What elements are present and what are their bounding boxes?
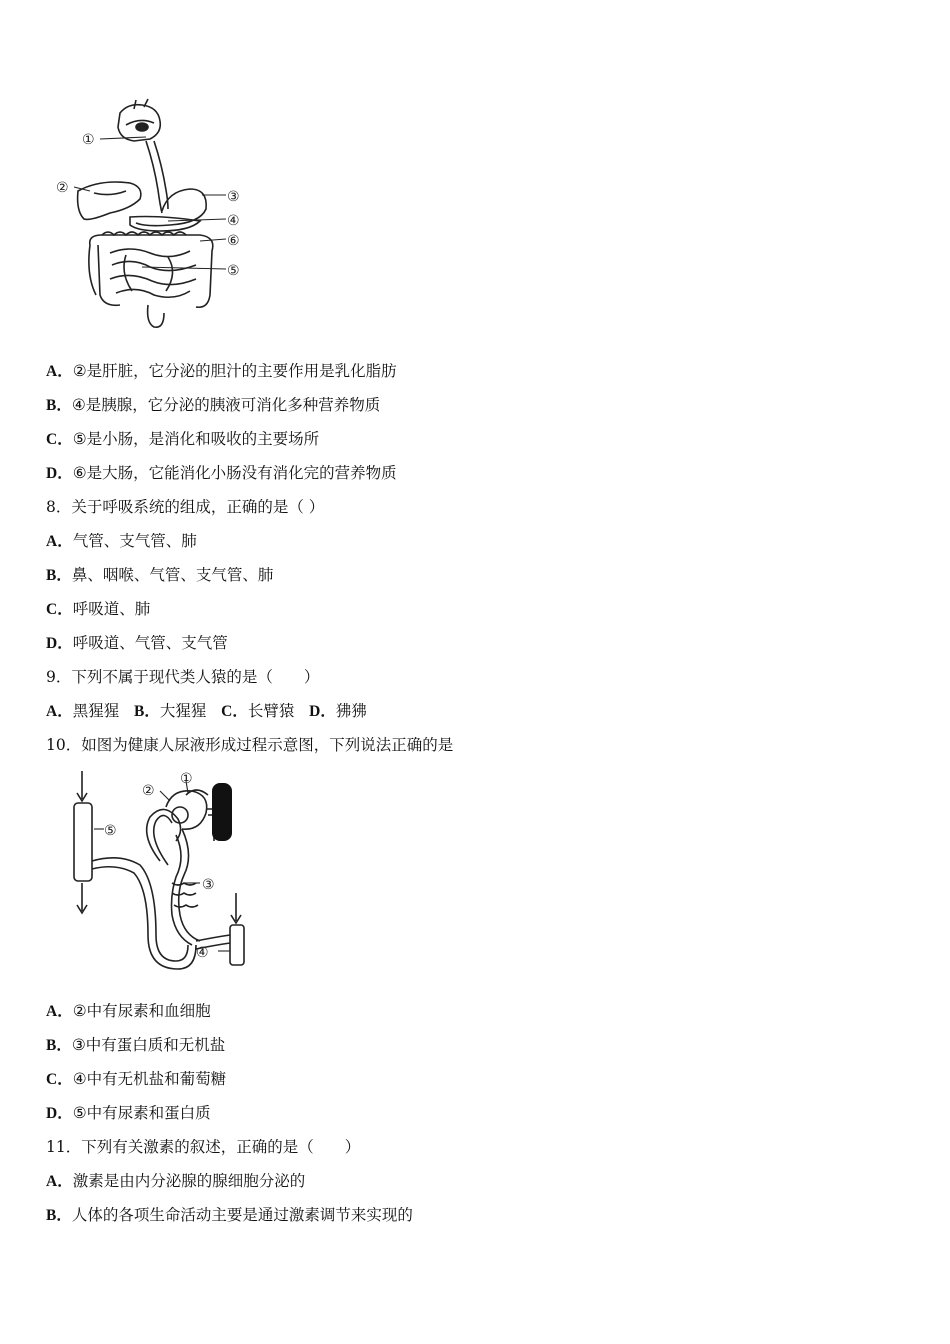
q8-option-c [46,599,150,620]
option-text: ⑤是小肠，是消化和吸收的主要场所 [72,430,320,448]
q8-stem: 8．关于呼吸系统的组成，正确的是（ ） [46,498,325,516]
option-text: ④是胰腺，它分泌的胰液可消化多种营养物质 [71,396,381,414]
option-letter: B． [46,397,72,414]
option-text: 气管、支气管、肺 [72,532,197,550]
option-text: 大猩猩 [159,702,207,720]
q10-option-a [46,1001,211,1022]
q7-option-d [46,463,397,484]
q8-option-d [46,633,228,654]
option-letter: B． [134,703,160,720]
q10-option-b [46,1035,225,1056]
option-letter: B． [46,567,72,584]
option-text: ⑤中有尿素和蛋白质 [72,1104,211,1122]
q10-option-c [46,1069,226,1090]
nephron-label-2: ② [142,783,155,799]
renal-vessel-bar [212,783,232,841]
option-letter: A． [46,703,73,720]
q8-option-a [46,531,197,552]
option-text: 呼吸道、肺 [72,600,151,618]
q7-option-a [46,361,397,382]
nephron-label-4: ④ [196,945,209,961]
digestive-system-diagram [50,95,260,335]
nephron-label-3: ③ [202,877,215,893]
option-text: 激素是由内分泌腺的腺细胞分泌的 [72,1172,306,1190]
option-letter: A． [46,533,73,550]
option-letter: C． [46,601,73,618]
q11-option-a [46,1171,305,1192]
option-letter: C． [46,431,73,448]
q10-option-d [46,1103,211,1124]
q8-option-b [46,565,273,586]
option-letter: D． [46,465,73,482]
nephron-label-1: ① [180,771,193,787]
option-text: 呼吸道、气管、支气管 [72,634,228,652]
option-text: 鼻、咽喉、气管、支气管、肺 [71,566,274,584]
option-text: ②是肝脏，它分泌的胆汁的主要作用是乳化脂肪 [72,362,397,380]
q9-stem: 9．下列不属于现代类人猿的是（ ） [46,668,320,686]
q7-option-b [46,395,380,416]
option-letter: D． [309,703,336,720]
option-text: ④中有无机盐和葡萄糖 [72,1070,227,1088]
option-text: 长臂猿 [247,702,295,720]
option-letter: A． [46,363,73,380]
option-text: 人体的各项生命活动主要是通过激素调节来实现的 [71,1206,413,1224]
digestive-label-1: ① [82,132,95,148]
nephron-label-5: ⑤ [104,823,117,839]
q7-option-c [46,429,319,450]
nephron-diagram [60,765,260,975]
option-letter: A． [46,1003,73,1020]
digestive-label-3: ③ [227,189,240,205]
option-letter: D． [46,1105,73,1122]
digestive-label-6: ⑥ [227,233,240,249]
digestive-label-4: ④ [227,213,240,229]
q11-option-b [46,1205,413,1226]
option-text: ②中有尿素和血细胞 [72,1002,211,1020]
option-letter: B． [46,1207,72,1224]
option-letter: D． [46,635,73,652]
option-text: ③中有蛋白质和无机盐 [71,1036,226,1054]
q9-options-row [46,701,367,722]
option-letter: A． [46,1173,73,1190]
option-letter: C． [221,703,248,720]
digestive-label-2: ② [56,180,69,196]
q10-stem: 10．如图为健康人尿液形成过程示意图，下列说法正确的是 [46,736,454,754]
option-text: 黑猩猩 [72,702,120,720]
option-letter: B． [46,1037,72,1054]
option-letter: C． [46,1071,73,1088]
option-text: ⑥是大肠，它能消化小肠没有消化完的营养物质 [72,464,397,482]
q11-stem: 11．下列有关激素的叙述，正确的是（ ） [46,1138,361,1156]
digestive-label-5: ⑤ [227,263,240,279]
option-text: 狒狒 [335,702,367,720]
